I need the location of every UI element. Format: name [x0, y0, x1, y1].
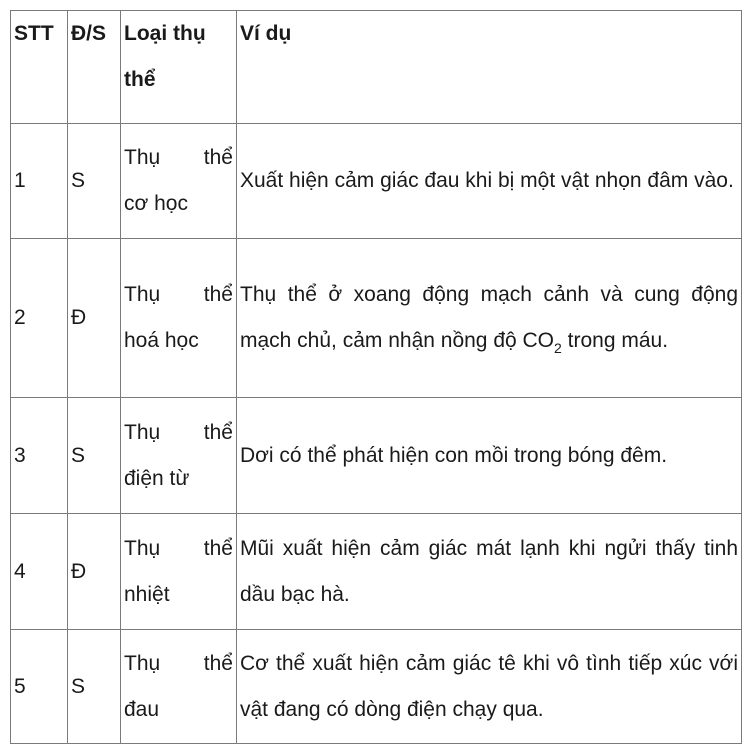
type-line2: cơ học [124, 192, 188, 215]
cell-stt: 3 [11, 398, 68, 514]
header-ds: Đ/S [68, 11, 121, 124]
type-word1: Thụ [124, 651, 161, 675]
type-word2: thể [203, 420, 233, 444]
type-word2: thể [203, 536, 233, 560]
cell-stt: 1 [11, 124, 68, 239]
header-stt: STT [11, 11, 68, 124]
header-type [121, 11, 237, 124]
cell-example: Mũi xuất hiện cảm giác mát lạnh khi ngửi thấy tinh dầu bạc hà. [237, 514, 742, 630]
type-word1: Thụ [124, 536, 161, 560]
example-text-end: trong máu. [561, 328, 669, 352]
cell-example: Cơ thể xuất hiện cảm giác tê khi vô tình tiếp xúc với vật đang có dòng điện chạy qua. [237, 630, 742, 744]
cell-type [121, 514, 237, 630]
type-word1: Thụ [124, 420, 161, 444]
table-row [11, 630, 742, 744]
cell-type [121, 398, 237, 514]
cell-example [237, 239, 742, 398]
header-example: Ví dụ [237, 11, 742, 124]
type-word2: thể [203, 651, 233, 675]
table-row [11, 124, 742, 239]
cell-stt: 4 [11, 514, 68, 630]
cell-ds: S [68, 398, 121, 514]
table-row [11, 398, 742, 514]
header-type-line1: Loại thụ [124, 22, 206, 45]
example-text: Thụ thể ở xoang động mạch cảnh và cung động mạch chủ, cảm nhận nồng độ CO [240, 282, 738, 352]
type-line2: điện từ [124, 466, 190, 490]
cell-stt: 5 [11, 630, 68, 744]
table-row [11, 514, 742, 630]
type-line2: đau [124, 697, 160, 721]
cell-ds: Đ [68, 239, 121, 398]
header-row [11, 11, 742, 124]
cell-stt: 2 [11, 239, 68, 398]
cell-ds: S [68, 630, 121, 744]
receptor-table [10, 10, 742, 744]
cell-example: Xuất hiện cảm giác đau khi bị một vật nhọn đâm vào. [237, 124, 742, 239]
cell-type [121, 630, 237, 744]
cell-type [121, 239, 237, 398]
header-type-line2: thể [124, 68, 156, 91]
type-word1: Thụ [124, 146, 161, 169]
cell-example: Dơi có thể phát hiện con mồi trong bóng đêm. [237, 398, 742, 514]
table-row [11, 239, 742, 398]
cell-ds: S [68, 124, 121, 239]
type-word2: thể [203, 283, 233, 306]
cell-ds: Đ [68, 514, 121, 630]
receptor-table-container [10, 10, 742, 744]
type-line2: hoá học [124, 329, 199, 352]
type-line2: nhiệt [124, 582, 170, 606]
subscript-2: 2 [554, 339, 562, 356]
cell-type [121, 124, 237, 239]
type-word1: Thụ [124, 283, 161, 306]
type-word2: thể [203, 146, 233, 169]
